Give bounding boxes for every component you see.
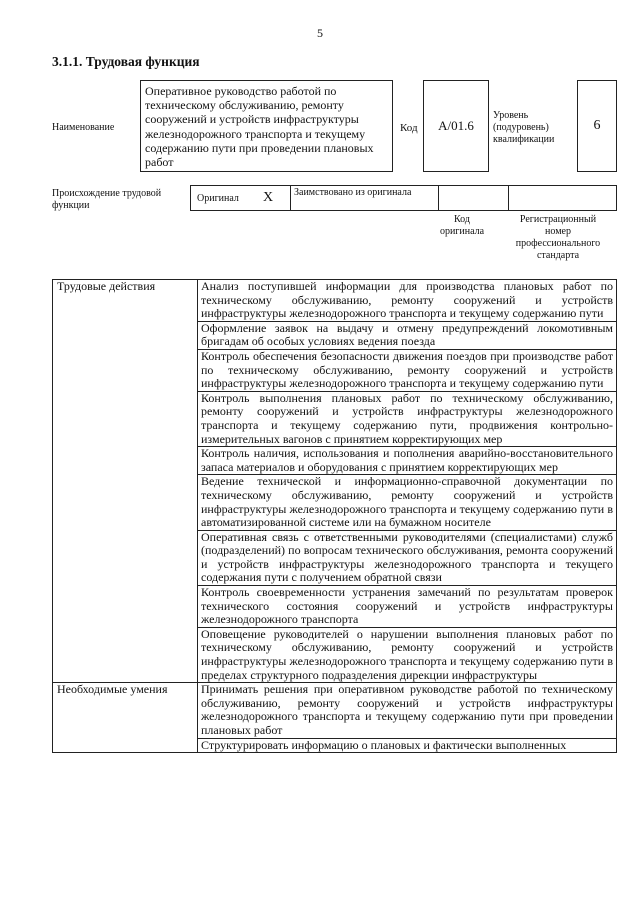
borrowed-cell: Заимствовано из оригинала [291, 186, 439, 210]
table-cell: Оформление заявок на выдачу и отмену предупреждений локомотивным бригадам об особых условиях ведения поезда [198, 321, 617, 349]
level-value-box: 6 [577, 80, 617, 172]
code-caption: Код оригинала [439, 214, 485, 237]
table-cell: Контроль выполнения плановых работ по техническому обслуживанию, ремонту сооружений и устройств инфраструктуры железнодорожного транспорта и текущему содержанию пути, продвижения контрольно-измерительных вагонов с принятием корректирующих мер [198, 391, 617, 446]
section-title: 3.1.1. Трудовая функция [52, 54, 200, 69]
table-cell: Ведение технической и информационно-справочной документации по техническому обслуживанию, ремонту сооружений и устройств инфраструктуры железнодорожного транспорта и текущему содержанию пути в автоматизированной системе или на бумажном носителе [198, 475, 617, 530]
table-cell: Контроль наличия, использования и пополнения аварийно-восстановительного запаса материалов и оборудования с принятием корректирующих мер [198, 447, 617, 475]
original-label: Оригинал [197, 192, 239, 204]
function-name-box: Оперативное руководство работой по техническому обслуживанию, ремонту сооружений и устройств инфраструктуры железнодорожного транспорта и текущему содержанию пути при проведении плановых работ [140, 80, 393, 172]
section-header-cell: Необходимые умения [53, 683, 198, 753]
origin-label: Происхождение трудовой функции [52, 188, 162, 211]
table-cell: Структурировать информацию о плановых и фактически выполненных [198, 738, 617, 753]
table-cell: Оперативная связь с ответственными руководителями (специалистами) служб (подразделений) по вопросам технического обслуживания, ремонта сооружений и устройств инфраструктуры железнодорожного транспорта и текущего содержания пути с получением обратной связи [198, 530, 617, 585]
section-header-cell: Трудовые действия [53, 280, 198, 683]
table-cell: Принимать решения при оперативном руководстве работой по техническому обслуживанию, ремонту сооружений и устройств инфраструктуры железнодорожного транспорта и текущему содержанию пути при проведении плановых работ [198, 683, 617, 738]
original-mark: X [263, 190, 274, 205]
reg-number-cell [509, 186, 616, 210]
original-cell [191, 186, 291, 210]
table-cell: Оповещение руководителей о нарушении выполнения плановых работ по техническому обслуживанию, ремонту сооружений и устройств инфраструктуры железнодорожного транспорта и текущему содержанию пути в пределах структурного подразделения дирекции инфраструктуры [198, 627, 617, 682]
page-number: 5 [317, 26, 323, 40]
table-cell: Анализ поступившей информации для производства плановых работ по техническому обслуживанию, ремонту сооружений и устройств инфраструктуры железнодорожного транспорта и текущему содержанию пути [198, 280, 617, 322]
table-cell: Контроль обеспечения безопасности движения поездов при производстве работ по техническому обслуживанию, ремонту сооружений и устройств инфраструктуры железнодорожного транспорта и текущему содержанию пути [198, 349, 617, 391]
level-label: Уровень (подуровень) квалификации [493, 110, 555, 145]
table-cell: Контроль своевременности устранения замечаний по результатам проверок технического состояния сооружений и устройств инфраструктуры железнодорожного транспорта [198, 586, 617, 628]
labor-function-table [52, 279, 617, 753]
origin-row [190, 185, 617, 211]
original-code-cell [439, 186, 509, 210]
table-row [53, 683, 617, 738]
name-label: Наименование [52, 122, 115, 133]
code-label: Код [400, 122, 418, 134]
code-value-box: A/01.6 [423, 80, 489, 172]
reg-caption: Регистрационный номер профессионального стандарта [515, 214, 601, 261]
table-row [53, 280, 617, 322]
